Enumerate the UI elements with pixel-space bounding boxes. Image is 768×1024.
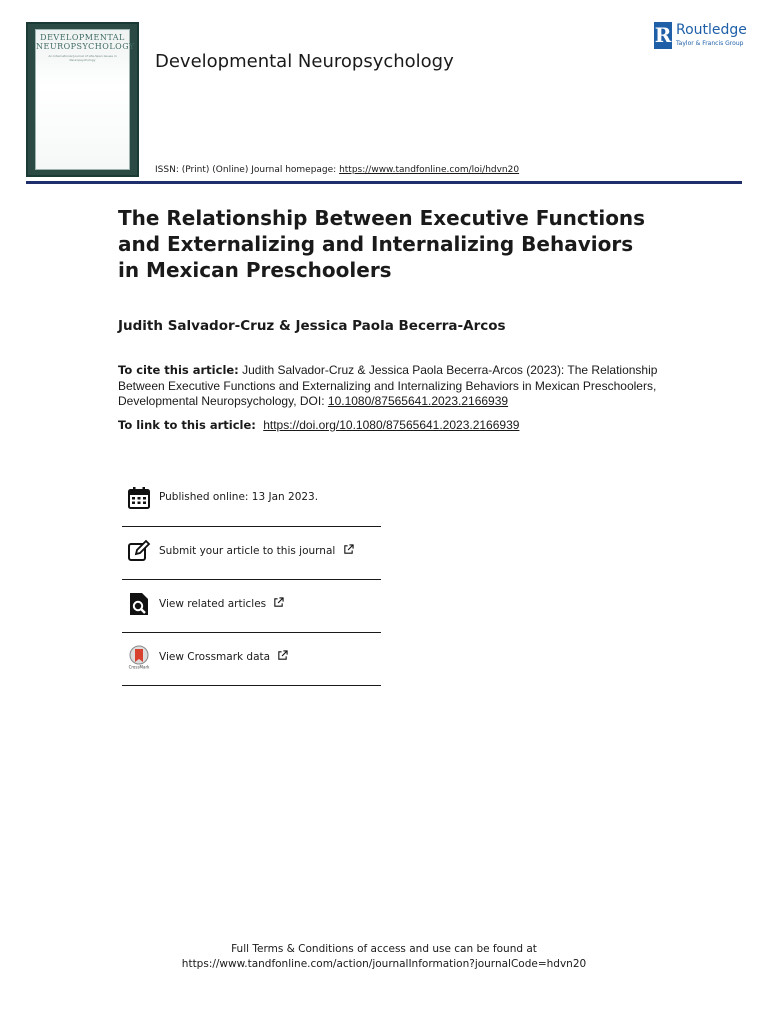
submit-article-link[interactable]	[159, 544, 354, 557]
cover-panel	[35, 29, 135, 170]
footer-terms-link[interactable]: https://www.tandfonline.com/action/journalInformation?journalCode=hdvn20	[181, 958, 587, 970]
cover-title-line1: DEVELOPMENTAL	[40, 33, 125, 42]
submit-label: Submit your article to this journal	[159, 545, 336, 557]
published-label: Published online: 13 Jan 2023.	[159, 491, 319, 503]
submit-row[interactable]	[122, 527, 381, 580]
publisher-name: Routledge	[676, 22, 747, 38]
journal-name: Developmental Neuropsychology	[155, 51, 454, 72]
external-link-icon	[277, 650, 288, 661]
edit-icon	[127, 539, 151, 563]
citation-block	[118, 363, 658, 410]
footer-terms	[0, 942, 768, 972]
cite-text: Judith Salvador-Cruz & Jessica Paola Becerra-Arcos (2023): The Relationship Between Executive Functions and Externalizing and Internalizing Behaviors in Mexican Preschoolers, Developmental Neuropsychology, DOI:	[118, 363, 658, 408]
crossmark-link[interactable]	[159, 650, 288, 663]
crossmark-label: View Crossmark data	[159, 651, 271, 663]
journal-cover	[26, 22, 139, 177]
crossmark-row[interactable]	[122, 633, 381, 686]
routledge-r-icon: R	[654, 23, 672, 47]
related-label: View related articles	[159, 598, 267, 610]
journal-homepage-link[interactable]: https://www.tandfonline.com/loi/hdvn20	[339, 165, 520, 175]
published-row	[122, 474, 381, 527]
doi-link[interactable]: 10.1080/87565641.2023.2166939	[327, 394, 509, 408]
related-row[interactable]	[122, 580, 381, 633]
article-link-line	[118, 418, 519, 432]
cite-label: To cite this article:	[118, 363, 239, 377]
crossmark-caption: CrossMark	[128, 664, 150, 669]
external-link-icon	[343, 544, 354, 555]
cover-title	[36, 33, 135, 51]
publisher-logo	[654, 22, 749, 52]
issn-line	[155, 165, 519, 175]
article-title: The Relationship Between Executive Functions and Externalizing and Internalizing Behaviors in Mexican Preschoolers	[118, 206, 646, 282]
footer-line1: Full Terms & Conditions of access and use can be found at	[231, 943, 537, 955]
search-document-icon	[127, 592, 151, 616]
cover-title-line2: NEUROPSYCHOLOGY	[36, 42, 135, 51]
related-articles-link[interactable]	[159, 597, 284, 610]
publisher-sub: Taylor & Francis Group	[676, 40, 744, 47]
article-doi-url[interactable]: https://doi.org/10.1080/87565641.2023.2166939	[263, 418, 520, 432]
external-link-icon	[273, 597, 284, 608]
cover-subtitle: An International Journal of Life-Span Issues in Neuropsychology	[48, 54, 117, 62]
article-authors: Judith Salvador-Cruz & Jessica Paola Becerra-Arcos	[118, 318, 506, 334]
issn-text: ISSN: (Print) (Online) Journal homepage:	[155, 165, 340, 175]
calendar-icon	[127, 486, 151, 510]
link-label: To link to this article:	[118, 418, 256, 432]
crossmark-icon	[127, 645, 151, 669]
header-rule	[26, 181, 742, 184]
